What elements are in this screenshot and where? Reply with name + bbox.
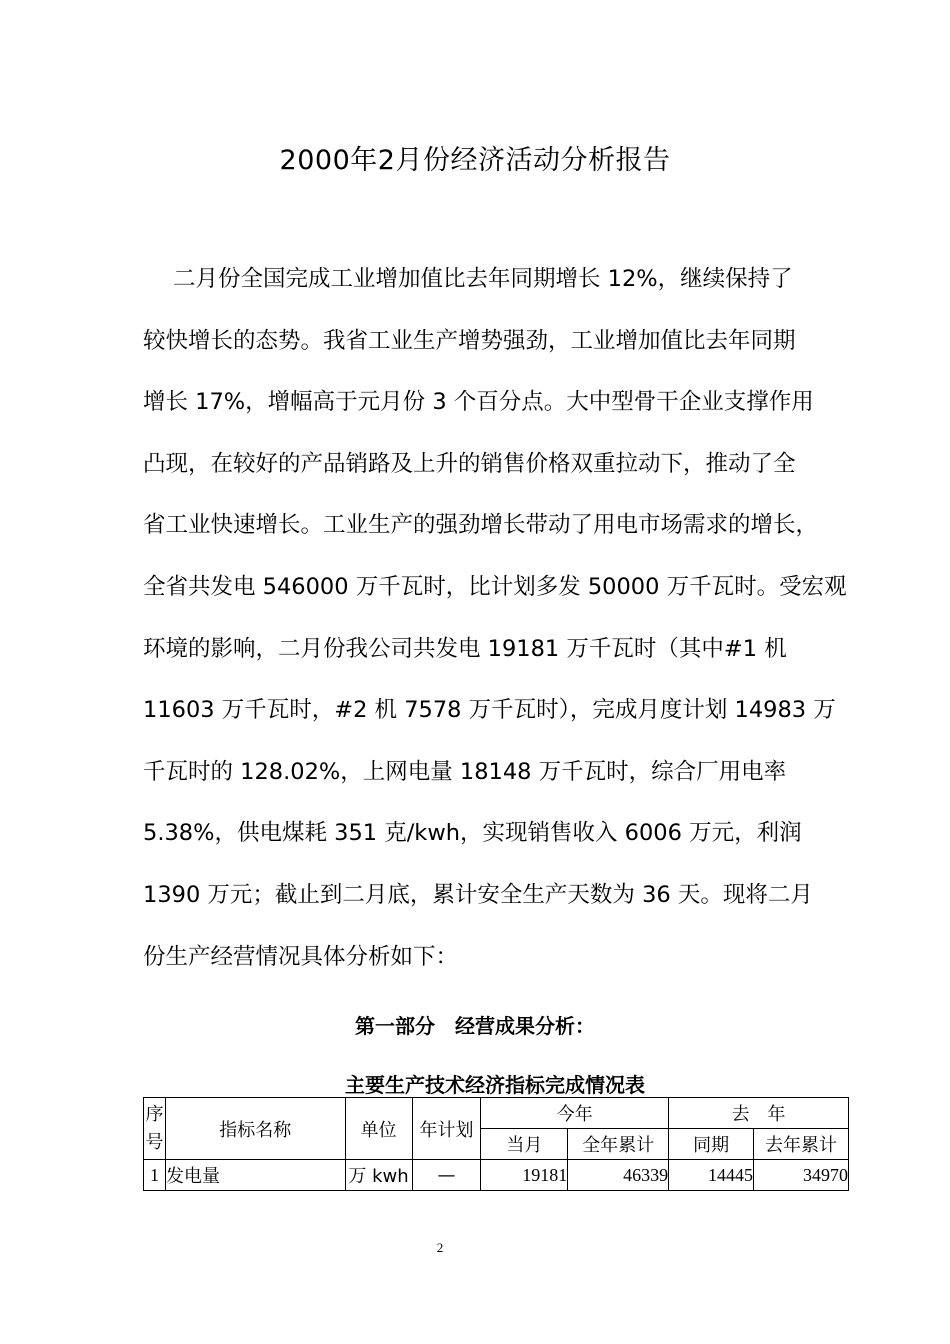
header-current-month: 当月: [481, 1129, 568, 1160]
row-name: 发电量: [165, 1160, 345, 1191]
header-same-period: 同期: [669, 1129, 754, 1160]
row-seq: 1: [144, 1160, 166, 1191]
row-unit: 万 kwh: [345, 1160, 412, 1191]
header-seq-line2: 号: [145, 1131, 164, 1153]
header-last-year-cumulative: 去年累计: [754, 1129, 849, 1160]
row-plan: —: [412, 1160, 481, 1191]
paragraph-line: 11603 万千瓦时，#2 机 7578 万千瓦时），完成月度计划 14983 万: [143, 697, 836, 724]
paragraph-line: 增长 17%，增幅高于元月份 3 个百分点。大中型骨干企业支撑作用: [143, 389, 814, 416]
header-unit: 单位: [345, 1098, 412, 1160]
table-row: [144, 1160, 849, 1191]
paragraph-line: 环境的影响，二月份我公司共发电 19181 万千瓦时（其中#1 机: [143, 635, 787, 662]
page-number: 2: [436, 1240, 444, 1255]
header-plan: 年计划: [412, 1098, 481, 1160]
row-year-cumulative: 46339: [568, 1160, 669, 1191]
table-title: 主要生产技术经济指标完成情况表: [345, 1073, 645, 1097]
row-same-period: 14445: [669, 1160, 754, 1191]
intro-paragraph: [143, 262, 855, 1001]
document-title: 2000年2月份经济活动分析报告: [279, 145, 671, 176]
paragraph-line: 5.38%，供电煤耗 351 克/kwh，实现销售收入 6006 万元，利润: [143, 820, 802, 847]
indicator-table: [143, 1097, 849, 1191]
paragraph-line: 较快增长的态势。我省工业生产增势强劲，工业增加值比去年同期: [143, 327, 796, 354]
row-last-year-cumulative: 34970: [754, 1160, 849, 1191]
paragraph-line: 1390 万元；截止到二月底，累计安全生产天数为 36 天。现将二月: [143, 881, 813, 908]
paragraph-line: 省工业快速增长。工业生产的强劲增长带动了用电市场需求的增长，: [143, 512, 819, 539]
paragraph-line: 全省共发电 546000 万千瓦时，比计划多发 50000 万千瓦时。受宏观: [143, 573, 847, 600]
paragraph-line: 凸现，在较好的产品销路及上升的销售价格双重拉动下，推动了全: [143, 450, 796, 477]
header-last-year: 去 年: [669, 1098, 849, 1129]
header-seq-line1: 序: [145, 1103, 164, 1125]
header-seq: [144, 1098, 166, 1160]
header-name: 指标名称: [165, 1098, 345, 1160]
row-current-month: 19181: [481, 1160, 568, 1191]
paragraph-line: 千瓦时的 128.02%，上网电量 18148 万千瓦时，综合厂用电率: [143, 758, 787, 785]
paragraph-line: 份生产经营情况具体分析如下：: [143, 943, 459, 970]
header-year-cumulative: 全年累计: [568, 1129, 669, 1160]
table-header-row: [144, 1098, 849, 1129]
header-this-year: 今年: [481, 1098, 669, 1129]
section-heading: 第一部分 经营成果分析：: [355, 1014, 595, 1038]
paragraph-line: 二月份全国完成工业增加值比去年同期增长 12%，继续保持了: [173, 266, 793, 292]
